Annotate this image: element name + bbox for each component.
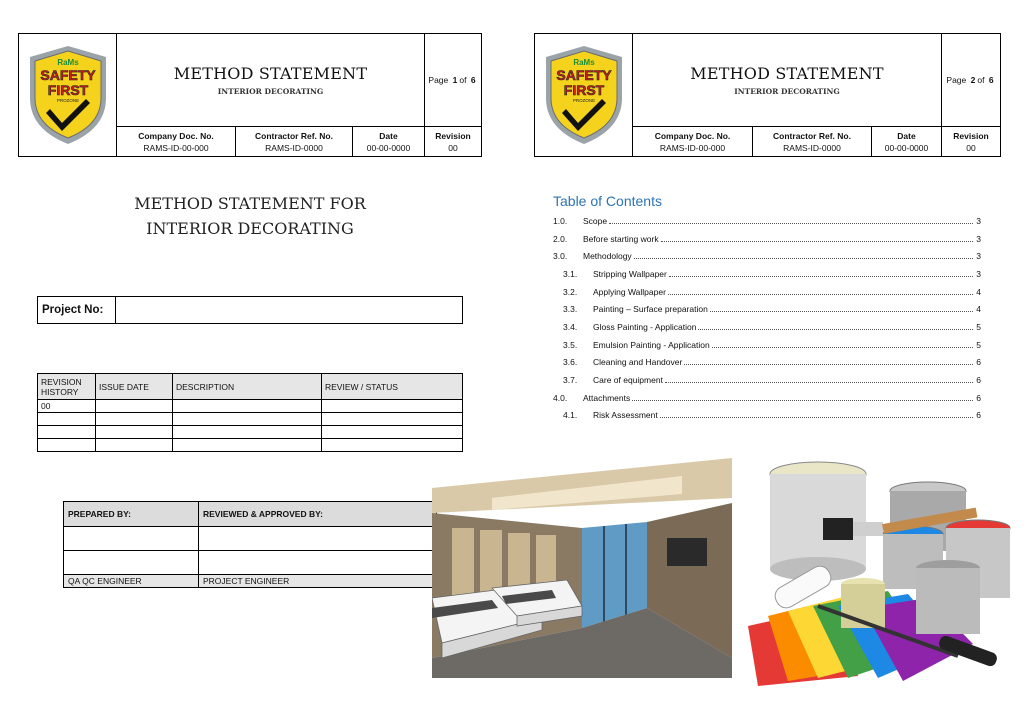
- table-row: [64, 575, 437, 588]
- prepared-by-role: QA QC ENGINEER: [64, 575, 199, 588]
- table-row: [64, 551, 437, 575]
- toc-entry-label: Before starting work: [583, 233, 659, 244]
- table-cell: [173, 439, 322, 452]
- total-pages: 6: [470, 75, 476, 85]
- header-subtitle: INTERIOR DECORATING: [217, 87, 324, 96]
- header-title: METHOD STATEMENT: [173, 64, 368, 83]
- table-cell: [173, 400, 322, 413]
- toc-entry-page: 3: [976, 233, 981, 244]
- toc-entry[interactable]: [553, 371, 981, 389]
- date-value: 00-00-0000: [884, 143, 929, 153]
- safety-first-logo: [19, 34, 117, 156]
- header-title: METHOD STATEMENT: [690, 64, 884, 83]
- toc-entry-number: 3.5.: [563, 339, 578, 350]
- toc-entry[interactable]: [553, 318, 981, 336]
- logo-line2-text: FIRST: [47, 82, 88, 98]
- toc-entry[interactable]: [553, 407, 981, 425]
- company-doc-value: RAMS-ID-00-000: [143, 143, 209, 153]
- toc-entry-number: 1.0.: [553, 215, 568, 226]
- page-number: 2: [970, 75, 976, 85]
- table-cell: [38, 426, 96, 439]
- toc-entry-label: Applying Wallpaper: [593, 286, 666, 297]
- table-row: [64, 527, 437, 551]
- project-number-box: [37, 296, 463, 324]
- toc-dot-leader: [712, 347, 973, 348]
- toc-entry[interactable]: [553, 354, 981, 372]
- table-cell: [173, 426, 322, 439]
- reviewed-by-name[interactable]: [199, 551, 437, 575]
- toc-dot-leader: [661, 241, 973, 242]
- toc-entry-page: 6: [976, 392, 981, 403]
- page-of: of: [977, 75, 985, 85]
- table-cell: [322, 439, 463, 452]
- toc-entry-label: Cleaning and Handover: [593, 357, 683, 368]
- toc-dot-leader: [609, 223, 973, 224]
- project-number-field[interactable]: [116, 297, 462, 323]
- toc-dot-leader: [698, 329, 973, 330]
- table-cell: [96, 400, 173, 413]
- toc-dot-leader: [668, 294, 973, 295]
- document-title: [100, 191, 400, 241]
- table-row: [38, 439, 463, 452]
- logo-line2-text: FIRST: [563, 82, 604, 98]
- toc-entry-number: 3.0.: [553, 251, 568, 262]
- logo-top-text: RaMs: [56, 58, 79, 67]
- page-indicator: [942, 34, 1000, 126]
- prepared-by-header: PREPARED BY:: [64, 502, 199, 527]
- date-cell: [353, 127, 425, 156]
- toc-entry-number: 3.4.: [563, 321, 578, 332]
- toc-entry[interactable]: [553, 336, 981, 354]
- toc-entry-number: 3.7.: [563, 375, 578, 386]
- toc-entry-number: 3.2.: [563, 286, 578, 297]
- header-title-cell: [633, 34, 942, 126]
- logo-sub-text: PROZONE: [572, 98, 595, 103]
- safety-first-shield-icon: [24, 43, 112, 147]
- header-title-cell: [117, 34, 425, 126]
- revision-history-table: [37, 373, 463, 452]
- reviewed-by-signature[interactable]: [199, 527, 437, 551]
- table-cell: [322, 413, 463, 426]
- table-row: [38, 413, 463, 426]
- company-doc-label: Company Doc. No.: [654, 131, 731, 141]
- toc-entry-page: 6: [976, 410, 981, 421]
- toc-entry[interactable]: [553, 265, 981, 283]
- prepared-by-signature[interactable]: [64, 527, 199, 551]
- table-cell: [173, 413, 322, 426]
- toc-dot-leader: [632, 400, 973, 401]
- toc-dot-leader: [684, 364, 973, 365]
- signoff-table: [63, 501, 437, 588]
- total-pages: 6: [988, 75, 994, 85]
- toc-entry-label: Methodology: [583, 251, 632, 262]
- toc-title: Table of Contents: [553, 193, 662, 209]
- toc-entry[interactable]: [553, 283, 981, 301]
- toc-dot-leader: [634, 258, 973, 259]
- revision-value: 00: [448, 143, 458, 153]
- paint-cans-brush-roller-swatches-icon: [728, 456, 1018, 696]
- logo-line1-text: SAFETY: [39, 67, 96, 83]
- revision-label: Revision: [953, 131, 989, 141]
- revision-cell: [425, 127, 481, 156]
- toc-entry-number: 2.0.: [553, 233, 568, 244]
- contractor-ref-label: Contractor Ref. No.: [255, 131, 333, 141]
- table-cell: [96, 426, 173, 439]
- table-row: [38, 400, 463, 413]
- revision-value: 00: [966, 143, 976, 153]
- toc-entry-label: Scope: [583, 215, 608, 226]
- page-prefix: Page: [428, 75, 449, 85]
- company-doc-value: RAMS-ID-00-000: [659, 143, 726, 153]
- toc-entry-page: 3: [976, 268, 981, 279]
- page-1-header: [18, 33, 482, 157]
- prepared-by-name[interactable]: [64, 551, 199, 575]
- table-cell: [96, 413, 173, 426]
- company-doc-label: Company Doc. No.: [138, 131, 214, 141]
- review-status-header: REVIEW / STATUS: [322, 374, 463, 400]
- revision-header-row: [38, 374, 463, 400]
- table-cell: [38, 413, 96, 426]
- date-value: 00-00-0000: [366, 143, 411, 153]
- contractor-ref-value: RAMS-ID-0000: [265, 143, 323, 153]
- table-row: [38, 426, 463, 439]
- date-label: Date: [897, 131, 916, 141]
- contractor-ref-cell: [236, 127, 353, 156]
- issue-date-header: ISSUE DATE: [96, 374, 173, 400]
- revision-cell: [942, 127, 1000, 156]
- logo-line1-text: SAFETY: [555, 67, 612, 83]
- page-2-header: [534, 33, 1001, 157]
- toc-entry-page: 6: [976, 357, 981, 368]
- contractor-ref-cell: [753, 127, 872, 156]
- table-cell: [322, 400, 463, 413]
- toc-entry-label: Emulsion Painting - Application: [593, 339, 710, 350]
- toc-entry-page: 4: [976, 286, 981, 297]
- revision-label: Revision: [435, 131, 471, 141]
- toc-entry-page: 5: [976, 339, 981, 350]
- table-cell: [322, 426, 463, 439]
- page-number: 1: [452, 75, 458, 85]
- toc-entry-number: 3.6.: [563, 357, 578, 368]
- reviewed-by-role: PROJECT ENGINEER: [199, 575, 437, 588]
- document-title-line2: INTERIOR DECORATING: [146, 219, 354, 238]
- logo-sub-text: PROZONE: [56, 98, 79, 103]
- toc-dot-leader: [660, 417, 973, 418]
- safety-first-shield-icon: [540, 43, 628, 147]
- reviewed-approved-header: REVIEWED & APPROVED BY:: [199, 502, 437, 527]
- toc-entry-label: Gloss Painting - Application: [593, 321, 697, 332]
- logo-top-text: RaMs: [572, 58, 595, 67]
- contractor-ref-label: Contractor Ref. No.: [773, 131, 851, 141]
- signoff-header-row: [64, 502, 437, 527]
- safety-first-logo: [535, 34, 633, 156]
- header-meta-row: [117, 126, 481, 156]
- table-cell: [96, 439, 173, 452]
- project-number-label: Project No:: [38, 297, 116, 323]
- toc-dot-leader: [665, 382, 973, 383]
- revision-history-header: REVISION HISTORY: [38, 374, 96, 400]
- toc-entry-page: 6: [976, 375, 981, 386]
- toc-entry-label: Painting – Surface preparation: [593, 304, 708, 315]
- toc-entry[interactable]: [553, 247, 981, 265]
- description-header: DESCRIPTION: [173, 374, 322, 400]
- date-cell: [872, 127, 942, 156]
- table-cell: [38, 439, 96, 452]
- company-doc-cell: [633, 127, 753, 156]
- toc-entry[interactable]: [553, 389, 981, 407]
- toc-entry-page: 3: [976, 215, 981, 226]
- contractor-ref-value: RAMS-ID-0000: [783, 143, 841, 153]
- toc-entry-label: Risk Assessment: [593, 410, 658, 421]
- toc-entry[interactable]: [553, 300, 981, 318]
- date-label: Date: [379, 131, 398, 141]
- table-of-contents: [553, 212, 981, 424]
- toc-entry-page: 4: [976, 304, 981, 315]
- page-of: of: [459, 75, 467, 85]
- toc-entry-number: 3.1.: [563, 268, 578, 279]
- toc-entry-number: 3.3.: [563, 304, 578, 315]
- toc-entry-page: 5: [976, 321, 981, 332]
- toc-entry-number: 4.1.: [563, 410, 578, 421]
- toc-entry[interactable]: [553, 212, 981, 230]
- header-subtitle: INTERIOR DECORATING: [734, 87, 840, 96]
- toc-entry-number: 4.0.: [553, 392, 568, 403]
- document-title-line1: METHOD STATEMENT FOR: [134, 194, 366, 213]
- toc-dot-leader: [710, 311, 973, 312]
- company-doc-cell: [117, 127, 236, 156]
- page-prefix: Page: [946, 75, 967, 85]
- table-cell: 00: [38, 400, 96, 413]
- header-meta-row: [633, 126, 1000, 156]
- toc-entry-label: Stripping Wallpaper: [593, 268, 667, 279]
- page-indicator: [425, 34, 481, 126]
- toc-entry-label: Attachments: [583, 392, 631, 403]
- toc-entry[interactable]: [553, 230, 981, 248]
- toc-dot-leader: [669, 276, 973, 277]
- toc-entry-label: Care of equipment: [593, 375, 663, 386]
- toc-entry-page: 3: [976, 251, 981, 262]
- hotel-bedroom-sketch-icon: [432, 458, 732, 678]
